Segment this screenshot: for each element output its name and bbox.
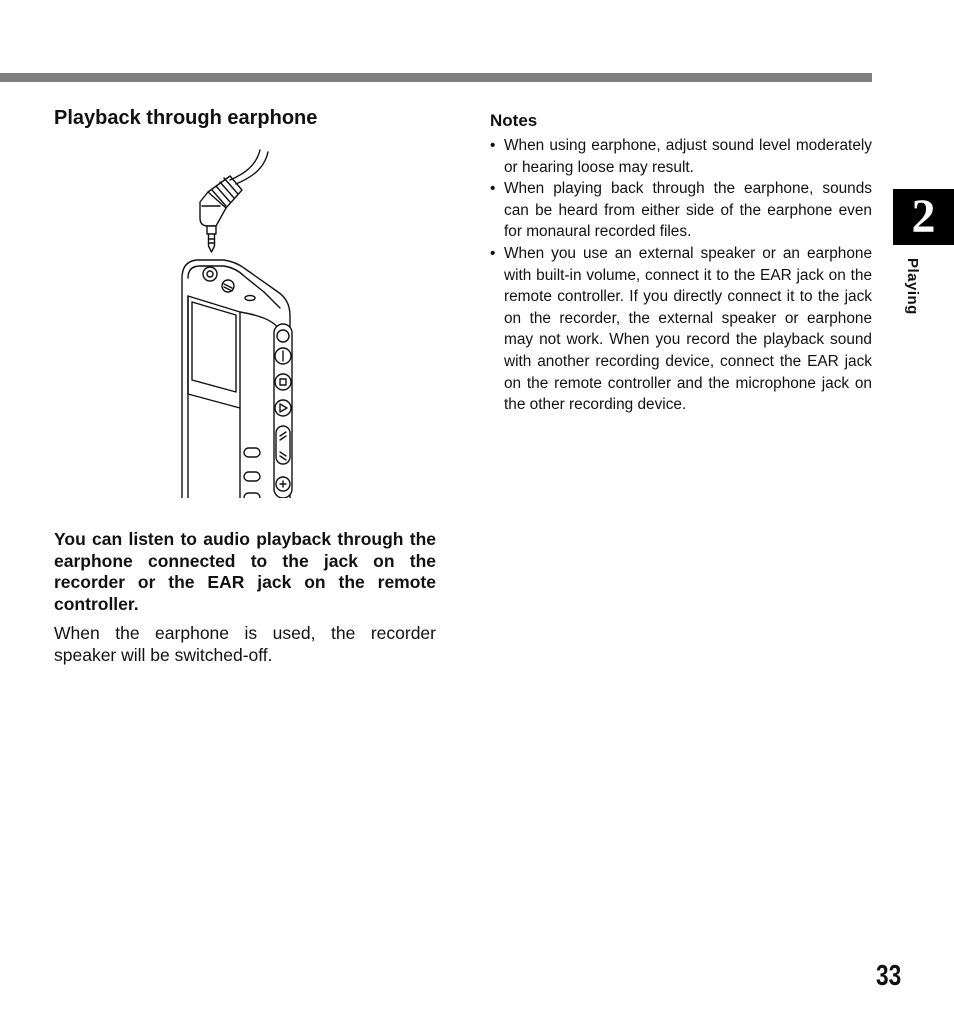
chapter-tab: 2 <box>893 189 954 245</box>
notes-heading: Notes <box>490 111 538 130</box>
note-text: When playing back through the earphone, sounds can be heard from either side of the earphone even for monaural recorded files. <box>504 180 872 241</box>
note-text: When using earphone, adjust sound level moderately or hearing loose may result. <box>504 137 872 176</box>
bullet-icon: • <box>490 137 496 154</box>
notes-list <box>490 135 872 416</box>
bullet-icon: • <box>490 244 496 262</box>
note-item <box>490 178 872 243</box>
recorder-with-earphone-plug-icon <box>180 146 296 498</box>
note-item <box>490 135 872 178</box>
section-title: Playback through earphone <box>54 107 318 129</box>
bullet-icon: • <box>490 180 496 198</box>
page-number: 33 <box>876 960 902 992</box>
chapter-label: Playing <box>904 258 921 315</box>
recorder-earphone-illustration <box>180 146 296 498</box>
top-rule <box>0 73 872 82</box>
note-item <box>490 243 872 416</box>
body-paragraph: When the earphone is used, the recorder speaker will be switched-off. <box>54 623 436 665</box>
note-text: When you use an external speaker or an earphone with built-in volume, connect it to the EAR jack on the remote controller. If you directly connect it to the jack on the recorder, the external speaker or earphone may not work. When you record the playback sound with another recording device, connect the EAR jack on the remote controller and the microphone jack on the other recording device. <box>504 244 872 414</box>
lead-paragraph: You can listen to audio playback through the earphone connected to the jack on the recorder or the EAR jack on the remote controller. <box>54 529 436 615</box>
